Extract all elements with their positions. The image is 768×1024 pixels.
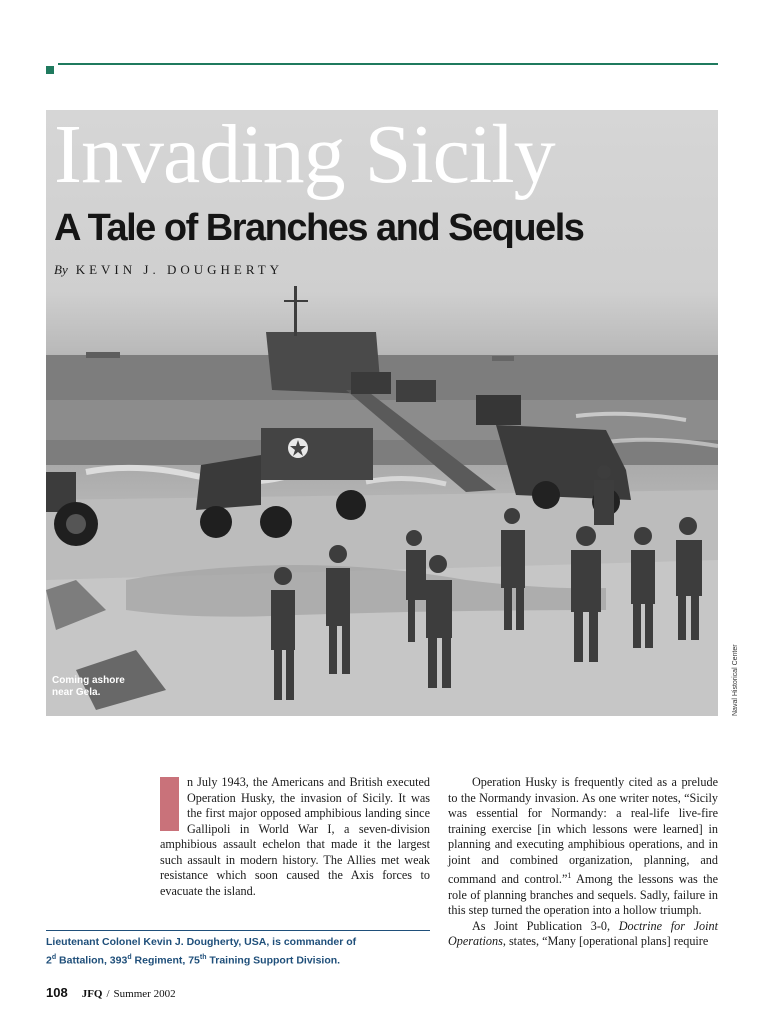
doctrine-title: Doctrine for Joint Operations	[448, 918, 718, 949]
bio-rule	[46, 930, 430, 931]
author-bio	[46, 935, 430, 969]
paragraph-jp3-tail: , states, “Many [operational plans] require	[502, 934, 709, 949]
page-footer	[46, 984, 176, 1002]
paragraph-husky-text: Operation Husky is frequently cited as a prelude to the Normandy invasion. As one writer notes, “Sicily was essential for Normandy: a real-life live-fire training exercise [in which lessons were learned] in planning and executing amphibious operations, and in joint and combined organization, planning, and command and control.”	[448, 775, 718, 887]
body-column-right	[448, 775, 718, 950]
photo-caption: Coming ashore near Gela.	[52, 675, 125, 698]
footnote-ref[interactable]: 1	[567, 871, 572, 880]
bio-line-1: Lieutenant Colonel Kevin J. Dougherty, USA, is commander of	[46, 936, 357, 948]
paragraph-jp3	[448, 919, 718, 950]
body-column-left	[160, 775, 430, 899]
intro-paragraph: n July 1943, the Americans and British executed Operation Husky, the invasion of Sicily. It was the first major opposed amphibious landing since Gallipoli in World War I, a seven-division amphibious assault echelon that made it the largest such assault in modern history. The Allies met weak resistance which soon caused the Axis forces to evacuate the island.	[160, 775, 430, 898]
article-subtitle: A Tale of Branches and Sequels	[54, 207, 584, 249]
paragraph-husky-tail: Among the lessons was the role of planning branches and sequels. Sadly, failure in this step turned the operation into a hollow triumph.	[448, 872, 718, 918]
byline-label: By	[54, 262, 68, 277]
top-rule	[58, 63, 718, 65]
photo-credit: Naval Historical Center	[732, 644, 739, 716]
journal-issue: Summer 2002	[113, 988, 176, 1000]
paragraph-jp3-lead: As Joint Publication 3-0,	[472, 918, 619, 933]
hero-photo	[46, 110, 718, 716]
journal-name: JFQ	[81, 988, 103, 1000]
author-name: KEVIN J. DOUGHERTY	[75, 262, 284, 277]
section-marker	[46, 66, 54, 74]
paragraph-husky	[448, 775, 718, 919]
byline	[54, 262, 283, 278]
bio-line-2: 2$^d$ Battalion, 393$^d$ Regiment, 75th Training Support Division.	[46, 954, 341, 967]
page-number: 108	[46, 985, 68, 1000]
article-title: Invading Sicily	[54, 110, 555, 201]
drop-cap-bar	[160, 777, 179, 831]
footer-separator: /	[106, 988, 110, 1000]
